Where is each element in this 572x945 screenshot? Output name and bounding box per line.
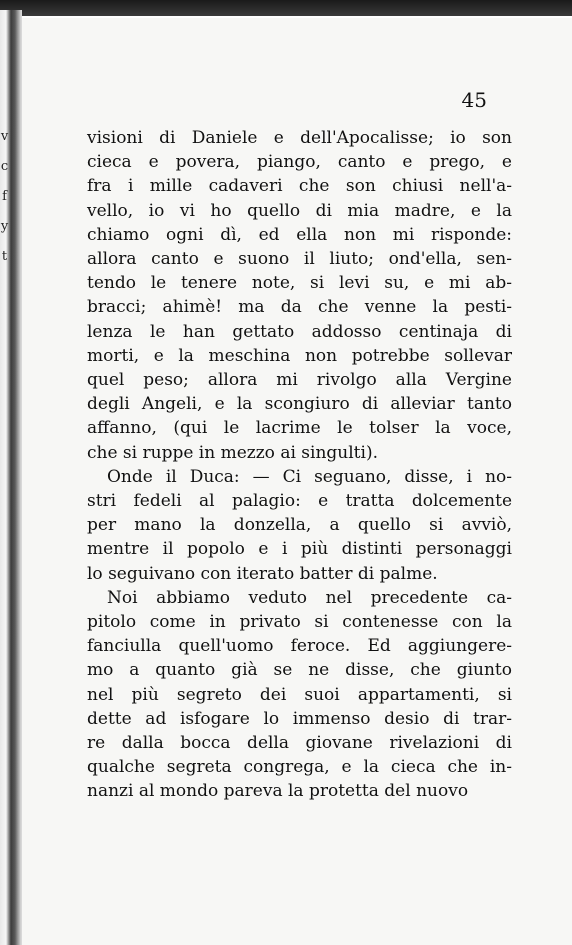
text-line: stri fedeli al palagio: e tratta dolcemente [87,491,512,512]
text-line: dette ad isfogare lo immenso desio di trar- [87,708,512,729]
text-line: affanno, (qui le lacrime le tolser la voce, [87,418,512,439]
paragraph [87,126,512,465]
text-line: nel più segreto dei suoi appartamenti, si [87,684,512,705]
text-line: lo seguivano con iterato batter di palme. [87,563,438,584]
text-line: bracci; ahimè! ma da che venne la pesti- [87,297,512,318]
edge-letter: t [1,249,8,264]
text-line: degli Angeli, e la scongiuro di alleviar tanto [87,394,512,415]
page-number: 45 [461,88,487,112]
book-page [22,18,572,945]
text-line: mo a quanto già se ne disse, che giunto [87,660,512,681]
text-line: visioni di Daniele e dell'Apocalisse; io son [87,128,512,148]
text-line: nanzi al mondo pareva la protetta del nuovo [87,781,469,802]
text-line: che si ruppe in mezzo ai singulti). [87,442,378,463]
edge-letter: y [0,219,9,234]
text-line: per mano la donzella, a quello si avviò, [87,515,512,536]
text-line: fanciulla quell'uomo feroce. Ed aggiungere- [87,636,512,657]
paragraph [87,465,512,586]
scan-top-border [0,0,572,16]
text-line: Onde il Duca: — Ci seguano, disse, i no- [107,466,512,487]
paragraph [87,586,512,804]
text-line: mentre il popolo e i più distinti personaggi [87,539,512,560]
text-line: re dalla bocca della giovane rivelazioni di [87,733,512,754]
text-line: Noi abbiamo veduto nel precedente ca- [107,587,512,608]
text-line: lenza le han gettato addosso centinaja di [87,321,512,342]
text-line: quel peso; allora mi rivolgo alla Vergine [87,370,512,391]
text-line: tendo le tenere note, si levi su, e mi ab- [87,273,512,294]
edge-letter: c [0,159,9,174]
edge-letter: f [2,189,7,204]
text-line: vello, io vi ho quello di mia madre, e la [87,200,512,221]
text-line: cieca e povera, piango, canto e prego, e [87,152,512,173]
body-text [87,126,512,804]
edge-letter: v [0,129,9,144]
text-line: morti, e la meschina non potrebbe sollevar [87,345,512,366]
text-line: fra i mille cadaveri che son chiusi nell'a- [87,176,512,197]
text-line: qualche segreta congrega, e la cieca che in- [87,757,512,778]
text-line: allora canto e suono il liuto; ond'ella, sen- [87,249,512,270]
text-line: chiamo ogni dì, ed ella non mi risponde: [87,224,512,245]
facing-page-edge-text [0,122,9,272]
text-line: pitolo come in privato si contenesse con la [87,612,512,633]
